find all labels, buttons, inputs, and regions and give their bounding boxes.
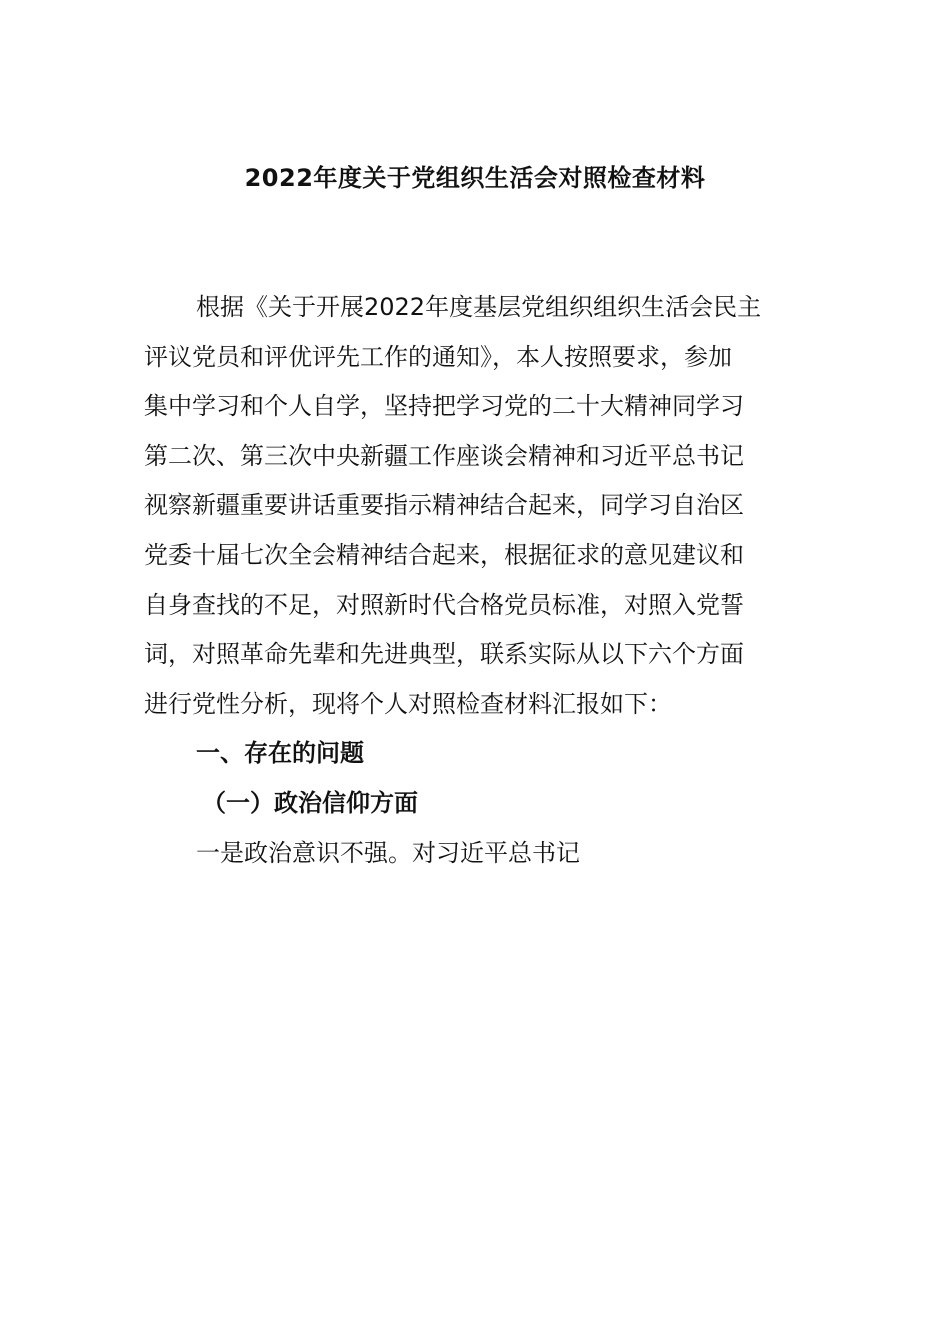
subsection-heading: （一）政治信仰方面 <box>202 788 418 817</box>
paragraph-line: 集中学习和个人自学，坚持把学习党的二十大精神同学习 <box>144 392 744 421</box>
paragraph-line: 词，对照革命先辈和先进典型，联系实际从以下六个方面 <box>144 640 744 669</box>
paragraph-line: 自身查找的不足，对照新时代合格党员标准，对照入党誓 <box>144 590 744 619</box>
paragraph-line: 视察新疆重要讲话重要指示精神结合起来，同学习自治区 <box>144 491 744 520</box>
paragraph-line: 根据《关于开展2022年度基层党组织组织生活会民主 <box>196 293 762 321</box>
point-text: 一是政治意识不强。对习近平总书记 <box>196 838 580 867</box>
paragraph-line: 进行党性分析，现将个人对照检查材料汇报如下： <box>144 689 672 718</box>
section-heading: 一、存在的问题 <box>196 739 364 768</box>
paragraph-line: 党委十届七次全会精神结合起来，根据征求的意见建议和 <box>144 540 744 569</box>
paragraph-line: 第二次、第三次中央新疆工作座谈会精神和习近平总书记 <box>144 441 744 470</box>
paragraph-line: 评议党员和评优评先工作的通知》，本人按照要求，参加 <box>144 342 732 371</box>
document-body <box>144 283 806 878</box>
document-title: 2022年度关于党组织生活会对照检查材料 <box>244 164 706 192</box>
